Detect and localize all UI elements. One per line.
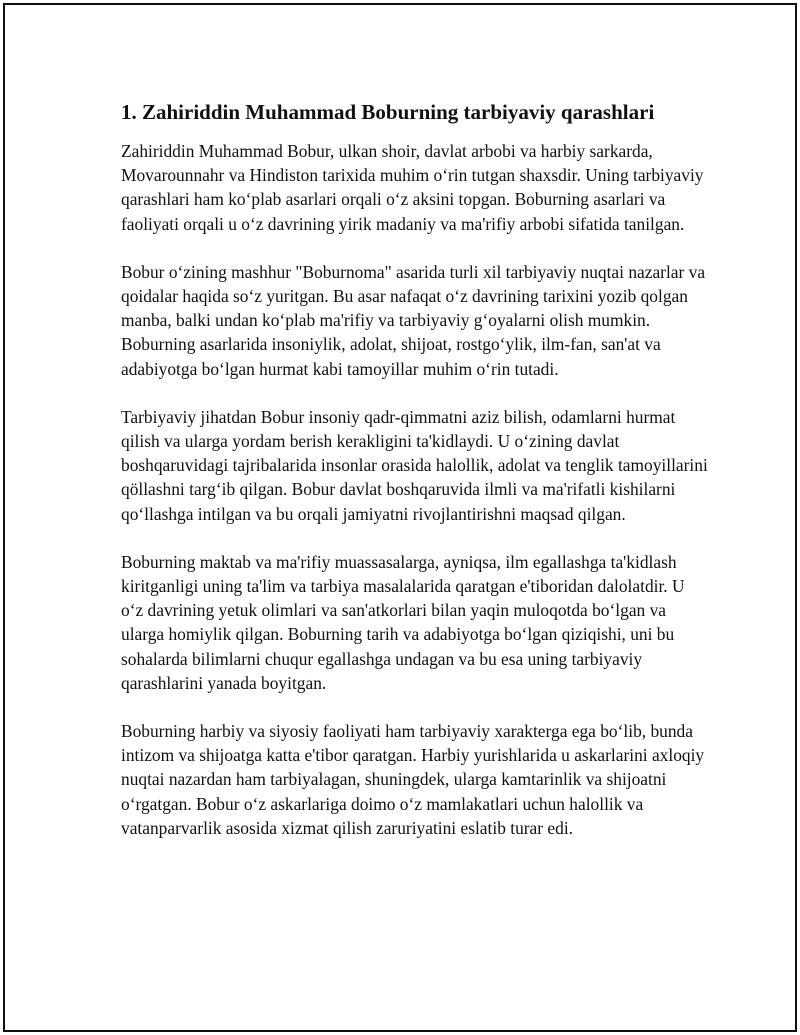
paragraph-2: Bobur o‘zining mashhur "Boburnoma" asarida turli xil tarbiyaviy nuqtai nazarlar va qoidalar haqida so‘z yuritgan. Bu asar nafaqat o‘z davrining tarixini yozib qolgan manba, balki undan ko‘plab ma'rifiy va tarbiyaviy g‘oyalarni olish mumkin. Boburning asarlarida insoniylik, adolat, shijoat, rostgo‘ylik, ilm-fan, san'at va adabiyotga bo‘lgan hurmat kabi tamoyillar muhim o‘rin tutadi.	[121, 261, 706, 379]
document-page	[3, 3, 797, 1032]
paragraph-4: Boburning maktab va ma'rifiy muassasalarga, ayniqsa, ilm egallashga ta'kidlash kiritganligi uning ta'lim va tarbiya masalalarida qaratgan e'tiboridan dalolatdir. U o‘z davrining yetuk olimlari va san'atkorlari bilan yaqin muloqotda bo‘lgan va ularga homiylik qilgan. Boburning tarih va adabiyotga bo‘lgan qiziqishi, uni bu sohalarda bilimlarni chuqur egallashga undagan va bu esa uning tarbiyaviy qarashlarini yanada boyitgan.	[121, 551, 685, 693]
paragraph-5: Boburning harbiy va siyosiy faoliyati ham tarbiyaviy xarakterga ega bo‘lib, bunda intizom va shijoatga katta e'tibor qaratgan. Harbiy yurishlarida u askarlarini axloqiy nuqtai nazardan ham tarbiyalagan, shuningdek, ularga kamtarinlik va shijoatni o‘rgatgan. Bobur o‘z askarlariga doimo o‘z mamlakatlari uchun halollik va vatanparvarlik asosida xizmat qilish zaruriyatini eslatib turar edi.	[121, 721, 705, 838]
paragraph-3: Tarbiyaviy jihatdan Bobur insoniy qadr-qimmatni aziz bilish, odamlarni hurmat qilish va ularga yordam berish kerakligini ta'kidlaydi. U o‘zining davlat boshqaruvidagi tajribalarida insonlar orasida halollik, adolat va tenglik tamoyillarini qöllashni targ‘ib qilgan. Bobur davlat boshqaruvida ilmli va ma'rifatli kishilarni qo‘llashga intilgan va bu orqali jamiyatni rivojlantirishni maqsad qilgan.	[121, 406, 708, 524]
document-content	[121, 99, 711, 864]
paragraph-1: Zahiriddin Muhammad Bobur, ulkan shoir, davlat arbobi va harbiy sarkarda, Movarounnahr va Hindiston tarixida muhim o‘rin tutgan shaxsdir. Uning tarbiyaviy qarashlari ham ko‘plab asarlari orqali o‘z aksini topgan. Boburning asarlari va faoliyati orqali u o‘z davrining yirik madaniy va ma'rifiy arbobi sifatida tanilgan.	[121, 141, 704, 234]
document-title: 1. Zahiriddin Muhammad Boburning tarbiyaviy qarashlari	[121, 100, 655, 124]
